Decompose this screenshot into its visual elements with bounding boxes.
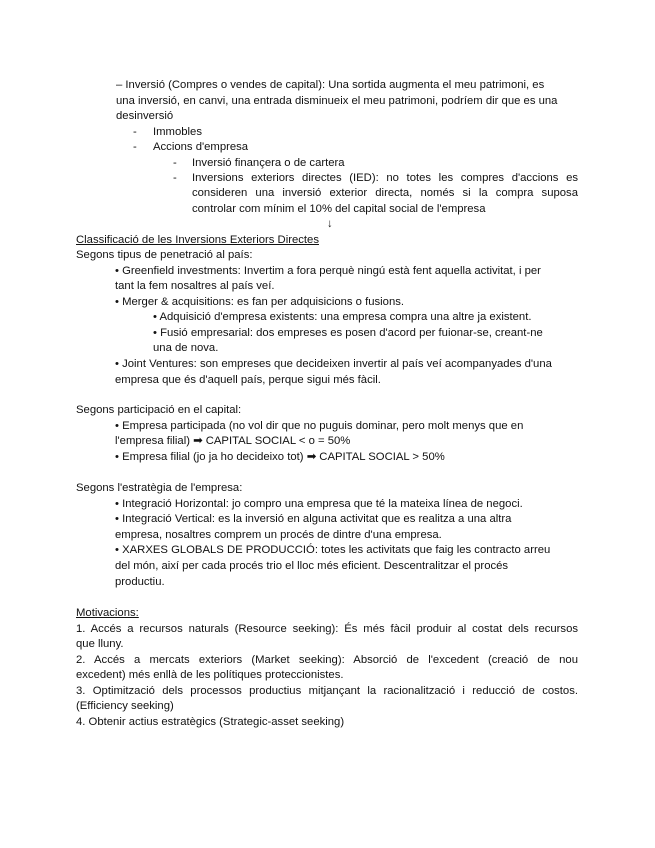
- xarxes-line-2: del món, així per cada procés trio el lloc més eficient. Descentralitzar el procés: [115, 560, 509, 572]
- motivation-1-line-1: 1. Accés a recursos naturals (Resource seeking): És més fàcil produir al costat dels recursos: [76, 623, 578, 635]
- bullet-dash: -: [133, 141, 137, 153]
- sub-item-ied-line-2: consideren una inversió exterior directa, només si la compra suposa: [192, 187, 578, 199]
- horizontal-item: • Integració Horizontal: jo compro una empresa que té la mateixa línea de negoci.: [115, 498, 523, 510]
- list-item-immobles: Immobles: [153, 126, 202, 138]
- joint-line-1: • Joint Ventures: son empreses que decideixen invertir al país veí acompanyades d'una: [115, 358, 552, 370]
- strategy-title: Segons l'estratègia de l'empresa:: [76, 482, 243, 494]
- xarxes-line-1: • XARXES GLOBALS DE PRODUCCIÓ: totes les activitats que faig les contracto arreu: [115, 544, 551, 556]
- bullet-dash: -: [173, 172, 177, 184]
- fusio-line-2: una de nova.: [153, 342, 219, 354]
- merger-item: • Merger & acquisitions: es fan per adquisicions o fusions.: [115, 296, 405, 308]
- sub-item-ied-line-1: Inversions exteriors directes (IED): no totes les compres d'accions es: [192, 172, 578, 184]
- fusio-line-1: • Fusió empresarial: dos empreses es posen d'acord per fuionar-se, creant-ne: [153, 327, 543, 339]
- intro-line-2: una inversió, en canvi, una entrada disminueix el meu patrimoni, podríem dir que es una: [116, 95, 558, 107]
- vertical-line-2: empresa, nosaltres comprem un procés de dintre d'una empresa.: [115, 529, 442, 541]
- greenfield-line-2: tant la fem nosaltres al país veí.: [115, 280, 275, 292]
- motivation-2-line-1: 2. Accés a mercats exteriors (Market seeking): Absorció de l'excedent (creació de nou: [76, 654, 578, 666]
- intro-line-3: desinversió: [116, 110, 174, 122]
- intro-line-1: – Inversió (Compres o vendes de capital): Una sortida augmenta el meu patrimoni, es: [116, 79, 545, 91]
- bullet-dash: -: [173, 157, 177, 169]
- section-heading-motivacions: Motivacions:: [76, 607, 139, 619]
- penetration-title: Segons tipus de penetració al país:: [76, 249, 253, 261]
- greenfield-line-1: • Greenfield investments: Invertim a fora perquè ningú està fent aquella activitat, i per: [115, 265, 541, 277]
- participada-line-1: • Empresa participada (no vol dir que no puguis dominar, pero molt menys que en: [115, 420, 524, 432]
- motivation-3-line-1: 3. Optimització dels processos productius mitjançant la racionalització i reducció de costos.: [76, 685, 578, 697]
- motivation-3-line-2: (Efficiency seeking): [76, 700, 174, 712]
- motivation-4: 4. Obtenir actius estratègics (Strategic-asset seeking): [76, 716, 345, 728]
- list-item-accions: Accions d'empresa: [153, 141, 249, 153]
- section-heading-classification: Classificació de les Inversions Exteriors Directes: [76, 234, 319, 246]
- motivation-2-line-2: excedent) més enllà de les polítiques proteccionistes.: [76, 669, 344, 681]
- sub-item-ied-line-3: controlar com mínim el 10% del capital social de l'empresa: [192, 203, 486, 215]
- sub-item-cartera: Inversió finançera o de cartera: [192, 157, 345, 169]
- joint-line-2: empresa que és d'aquell país, perque sigui més fàcil.: [115, 374, 381, 386]
- vertical-line-1: • Integració Vertical: es la inversió en alguna activitat que es realitza a una altra: [115, 513, 512, 525]
- down-arrow-icon: ↓: [327, 218, 333, 230]
- participada-line-2: l'empresa filial) ➡ CAPITAL SOCIAL < o = 50%: [115, 435, 351, 447]
- adquisicio-item: • Adquisició d'empresa existents: una empresa compra una altre ja existent.: [153, 311, 532, 323]
- participation-title: Segons participació en el capital:: [76, 404, 242, 416]
- filial-item: • Empresa filial (jo ja ho decideixo tot) ➡ CAPITAL SOCIAL > 50%: [115, 451, 445, 463]
- bullet-dash: -: [133, 126, 137, 138]
- motivation-1-line-2: que lluny.: [76, 638, 124, 650]
- xarxes-line-3: productiu.: [115, 576, 165, 588]
